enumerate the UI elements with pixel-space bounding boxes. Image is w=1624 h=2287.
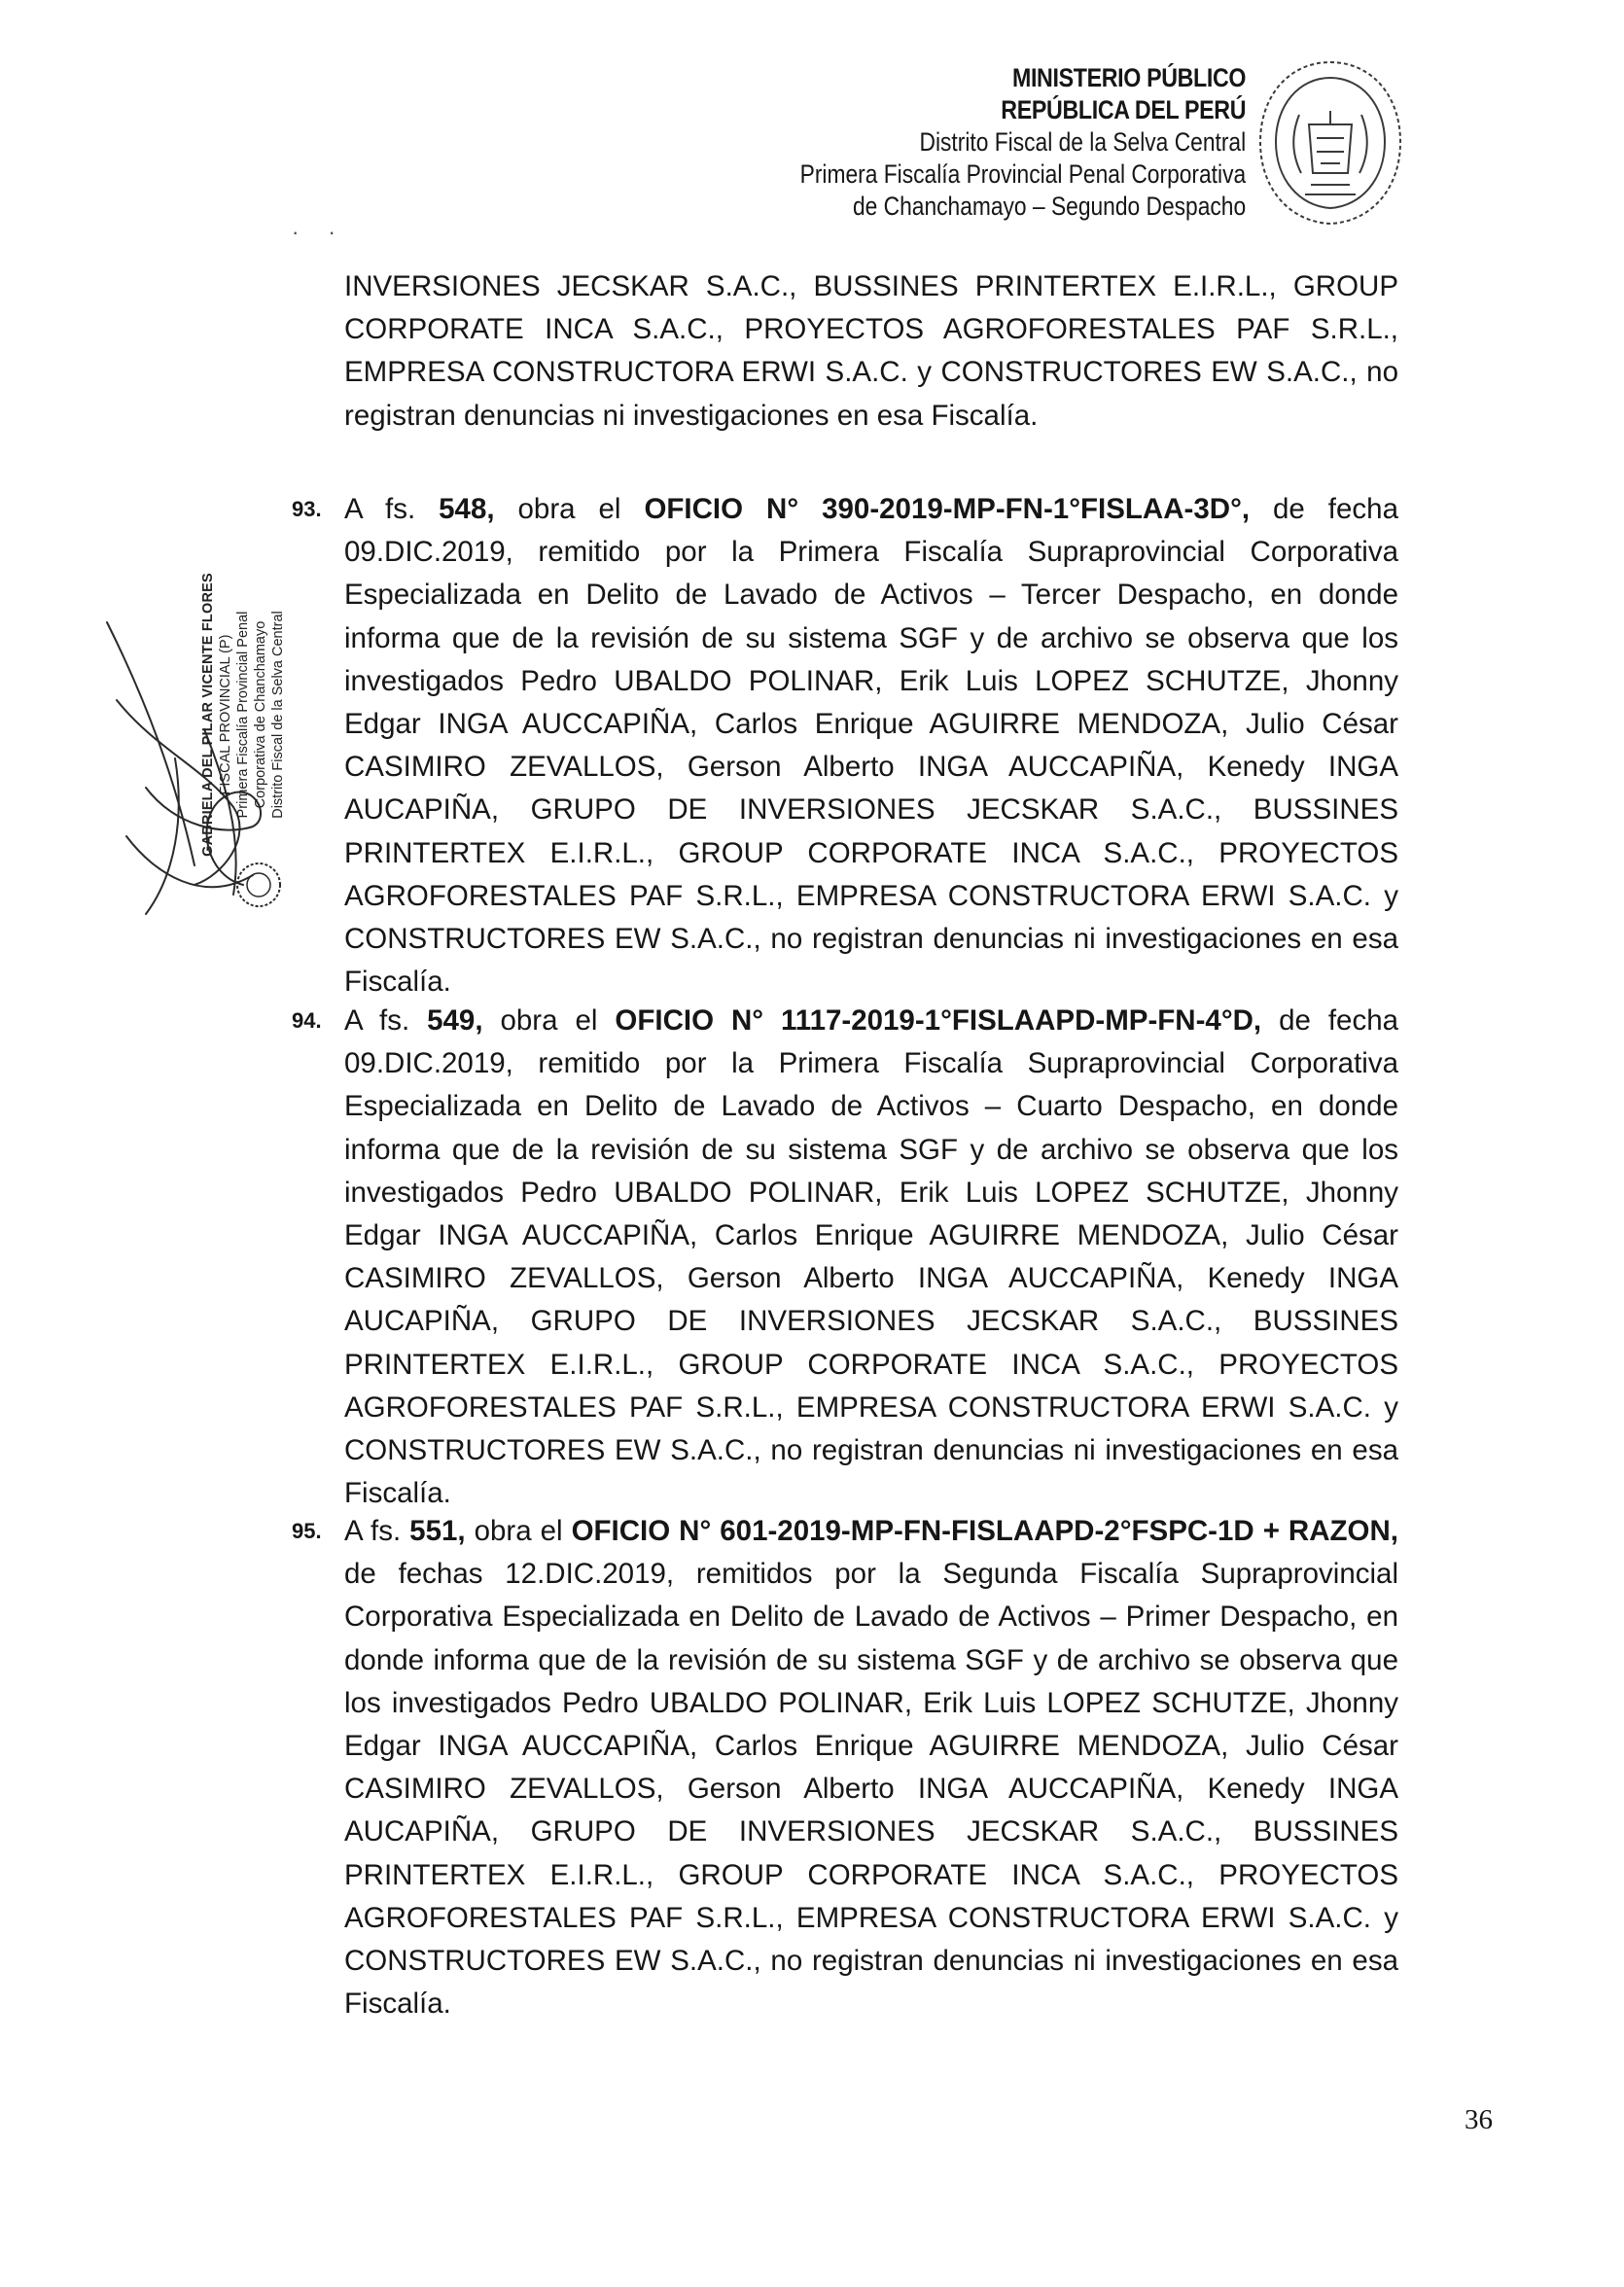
paragraph-number: 94. — [292, 1008, 322, 1033]
document-header — [727, 62, 1246, 223]
text-rest: de fecha 09.DIC.2019, remitido por la Primera Fiscalía Supraprovincial Corporativa Especializada en Delito de Lavado de Activos – Tercer Despacho, en donde informa que de la revisión de su sistema SGF y de archivo se observa que los investigados Pedro UBALDO POLINAR, Erik Luis LOPEZ SCHUTZE, Jhonny Edgar INGA AUCCAPIÑA, Carlos Enrique AGUIRRE MENDOZA, Julio César CASIMIRO ZEVALLOS, Gerson Alberto INGA AUCCAPIÑA, Kenedy INGA AUCAPIÑA, GRUPO DE INVERSIONES JECSKAR S.A.C., BUSSINES PRINTERTEX E.I.R.L., GROUP CORPORATE INCA S.A.C., PROYECTOS AGROFORESTALES PAF S.R.L., EMPRESA CONSTRUCTORA ERWI S.A.C. y CONSTRUCTORES EW S.A.C., no registran denuncias ni investigaciones en esa Fiscalía. — [344, 493, 1398, 999]
text-mid: obra el — [465, 1515, 572, 1547]
oficio-reference: OFICIO N° 601-2019-MP-FN-FISLAAPD-2°FSPC-1D + RAZON, — [571, 1515, 1398, 1547]
text-lead: A fs. — [344, 1004, 428, 1037]
text-mid: obra el — [494, 493, 645, 525]
stamp-office-1: Primera Fiscalía Provincial Penal — [235, 611, 251, 819]
intro-text: INVERSIONES JECSKAR S.A.C., BUSSINES PRINTERTEX E.I.R.L., GROUP CORPORATE INCA S.A.C., PROYECTOS AGROFORESTALES PAF S.R.L., EMPRESA CONSTRUCTORA ERWI S.A.C. y CONSTRUCTORES EW S.A.C., no registran denuncias ni investigaciones en esa Fiscalía. — [344, 270, 1398, 432]
prosecutor-stamp — [199, 569, 287, 861]
folio-reference: 551, — [409, 1515, 466, 1547]
paragraph-95 — [292, 1510, 1398, 2025]
text-lead: A fs. — [344, 1515, 410, 1547]
stamp-office-3: Distrito Fiscal de la Selva Central — [270, 611, 286, 819]
header-country: REPÚBLICA DEL PERÚ — [1001, 95, 1246, 124]
folio-reference: 548, — [439, 493, 495, 525]
text-mid: obra el — [482, 1004, 616, 1037]
paragraph-94 — [292, 1000, 1398, 1515]
folio-reference: 549, — [427, 1004, 483, 1037]
intro-paragraph — [344, 265, 1398, 438]
paragraph-text — [344, 488, 1398, 1003]
decorative-dots: · · — [292, 220, 347, 244]
oficio-reference: OFICIO N° 390-2019-MP-FN-1°FISLAA-3D°, — [644, 493, 1251, 525]
stamp-office-2: Corporativa de Chanchamayo — [253, 620, 268, 809]
text-rest: de fecha 09.DIC.2019, remitido por la Primera Fiscalía Supraprovincial Corporativa Especializada en Delito de Lavado de Activos – Cuarto Despacho, en donde informa que de la revisión de su sistema SGF y de archivo se observa que los investigados Pedro UBALDO POLINAR, Erik Luis LOPEZ SCHUTZE, Jhonny Edgar INGA AUCCAPIÑA, Carlos Enrique AGUIRRE MENDOZA, Julio César CASIMIRO ZEVALLOS, Gerson Alberto INGA AUCCAPIÑA, Kenedy INGA AUCAPIÑA, GRUPO DE INVERSIONES JECSKAR S.A.C., BUSSINES PRINTERTEX E.I.R.L., GROUP CORPORATE INCA S.A.C., PROYECTOS AGROFORESTALES PAF S.R.L., EMPRESA CONSTRUCTORA ERWI S.A.C. y CONSTRUCTORES EW S.A.C., no registran denuncias ni investigaciones en esa Fiscalía. — [344, 1004, 1399, 1510]
paragraph-text — [344, 1510, 1398, 2025]
page-number: 36 — [1465, 2104, 1493, 2135]
official-seal-icon — [1253, 56, 1408, 229]
header-ministry: MINISTERIO PÚBLICO — [1011, 63, 1246, 92]
stamp-name: GABRIELA DEL PILAR VICENTE FLORES — [200, 573, 216, 857]
header-district: Distrito Fiscal de la Selva Central — [919, 127, 1246, 157]
text-lead: A fs. — [344, 493, 440, 525]
paragraph-text — [344, 1000, 1398, 1515]
stamp-role: FISCAL PROVINCIAL (P) — [218, 634, 233, 795]
text-rest: de fechas 12.DIC.2019, remitidos por la Segunda Fiscalía Supraprovincial Corporativa Especializada en Delito de Lavado de Activos – Primer Despacho, en donde informa que de la revisión de su sistema SGF y de archivo se observa que los investigados Pedro UBALDO POLINAR, Erik Luis LOPEZ SCHUTZE, Jhonny Edgar INGA AUCCAPIÑA, Carlos Enrique AGUIRRE MENDOZA, Julio César CASIMIRO ZEVALLOS, Gerson Alberto INGA AUCCAPIÑA, Kenedy INGA AUCAPIÑA, GRUPO DE INVERSIONES JECSKAR S.A.C., BUSSINES PRINTERTEX E.I.R.L., GROUP CORPORATE INCA S.A.C., PROYECTOS AGROFORESTALES PAF S.R.L., EMPRESA CONSTRUCTORA ERWI S.A.C. y CONSTRUCTORES EW S.A.C., no registran denuncias ni investigaciones en esa Fiscalía. — [344, 1558, 1398, 2021]
header-office-dispatch: de Chanchamayo – Segundo Despacho — [852, 192, 1246, 221]
paragraph-number: 95. — [292, 1519, 322, 1543]
header-office: Primera Fiscalía Provincial Penal Corporativa — [799, 159, 1246, 189]
paragraph-93 — [292, 488, 1398, 1003]
oficio-reference: OFICIO N° 1117-2019-1°FISLAAPD-MP-FN-4°D, — [615, 1004, 1262, 1037]
paragraph-number: 93. — [292, 497, 322, 521]
